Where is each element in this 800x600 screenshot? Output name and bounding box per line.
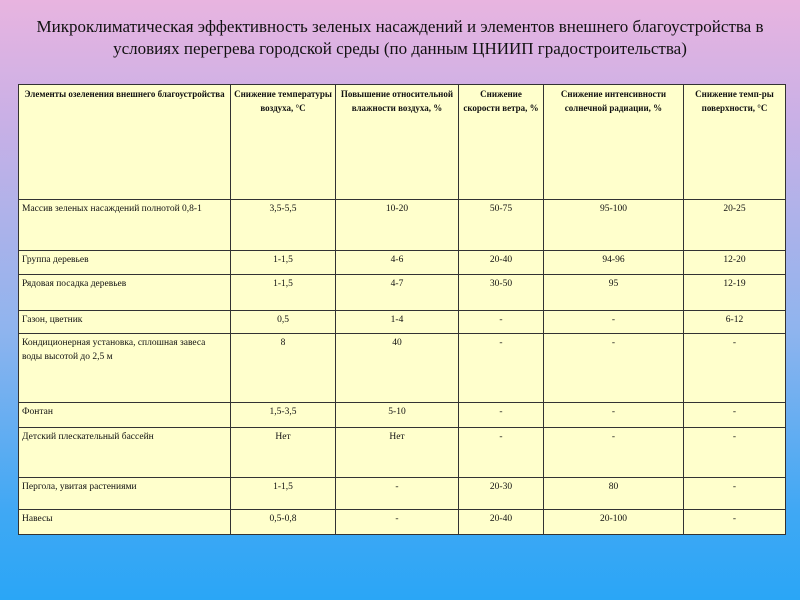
table-cell: Нет (231, 428, 336, 478)
table-cell: 5-10 (336, 403, 459, 428)
table-cell: 0,5 (231, 311, 336, 334)
table-cell: - (684, 428, 786, 478)
table-cell: 1-1,5 (231, 251, 336, 275)
column-header: Повышение относительной влажности воздуха, % (336, 85, 459, 200)
table-cell: 20-40 (459, 251, 544, 275)
table-cell: - (544, 403, 684, 428)
table-cell: 8 (231, 334, 336, 403)
table-cell: - (336, 478, 459, 510)
table-cell: 30-50 (459, 275, 544, 311)
row-label: Газон, цветник (19, 311, 231, 334)
microclimate-table (18, 84, 786, 535)
row-label: Рядовая посадка деревьев (19, 275, 231, 311)
table-cell: - (459, 428, 544, 478)
table-cell: - (684, 510, 786, 535)
table-cell: - (336, 510, 459, 535)
slide-title: Микроклиматическая эффективность зеленых насаждений и элементов внешнего благоустройства в условиях перегрева городской среды (по данным ЦНИИП градостроительства) (36, 17, 764, 58)
table-cell: - (544, 428, 684, 478)
table-cell: 1,5-3,5 (231, 403, 336, 428)
table-cell: 20-40 (459, 510, 544, 535)
table-row (19, 403, 786, 428)
row-label: Детский плескательный бассейн (19, 428, 231, 478)
table-cell: 10-20 (336, 200, 459, 251)
table-row (19, 275, 786, 311)
table-cell: 94-96 (544, 251, 684, 275)
table-cell: 12-19 (684, 275, 786, 311)
table-cell: 1-4 (336, 311, 459, 334)
table-cell: - (684, 334, 786, 403)
row-label: Кондиционерная установка, сплошная завеса воды высотой до 2,5 м (19, 334, 231, 403)
table-cell: 95-100 (544, 200, 684, 251)
table-cell: 4-6 (336, 251, 459, 275)
table-cell: - (459, 403, 544, 428)
table-cell: 50-75 (459, 200, 544, 251)
table-cell: 12-20 (684, 251, 786, 275)
row-label: Массив зеленых насаждений полнотой 0,8-1 (19, 200, 231, 251)
column-header: Снижение темп-ры поверхности, °С (684, 85, 786, 200)
table-cell: 20-30 (459, 478, 544, 510)
table-cell: 95 (544, 275, 684, 311)
table-cell: - (459, 311, 544, 334)
table-cell: 1-1,5 (231, 478, 336, 510)
table-row (19, 334, 786, 403)
table-header-row (19, 85, 786, 200)
table-cell: Нет (336, 428, 459, 478)
column-header: Элементы озеленения внешнего благоустройства (19, 85, 231, 200)
table-cell: - (459, 334, 544, 403)
table-cell: 4-7 (336, 275, 459, 311)
table-cell: 6-12 (684, 311, 786, 334)
row-label: Навесы (19, 510, 231, 535)
table-cell: 20-100 (544, 510, 684, 535)
table-cell: 0,5-0,8 (231, 510, 336, 535)
column-header: Снижение интенсивности солнечной радиации, % (544, 85, 684, 200)
row-label: Фонтан (19, 403, 231, 428)
table-row (19, 478, 786, 510)
table-row (19, 200, 786, 251)
table-cell: - (684, 478, 786, 510)
table-row (19, 311, 786, 334)
row-label: Пергола, увитая растениями (19, 478, 231, 510)
table-cell: 3,5-5,5 (231, 200, 336, 251)
table-cell: 80 (544, 478, 684, 510)
table-cell: 40 (336, 334, 459, 403)
table-row (19, 251, 786, 275)
table-cell: 20-25 (684, 200, 786, 251)
table-cell: 1-1,5 (231, 275, 336, 311)
column-header: Снижение температуры воздуха, °С (231, 85, 336, 200)
row-label: Группа деревьев (19, 251, 231, 275)
table-row (19, 428, 786, 478)
table-row (19, 510, 786, 535)
column-header: Снижение скорости ветра, % (459, 85, 544, 200)
table-cell: - (684, 403, 786, 428)
table-cell: - (544, 311, 684, 334)
table-cell: - (544, 334, 684, 403)
